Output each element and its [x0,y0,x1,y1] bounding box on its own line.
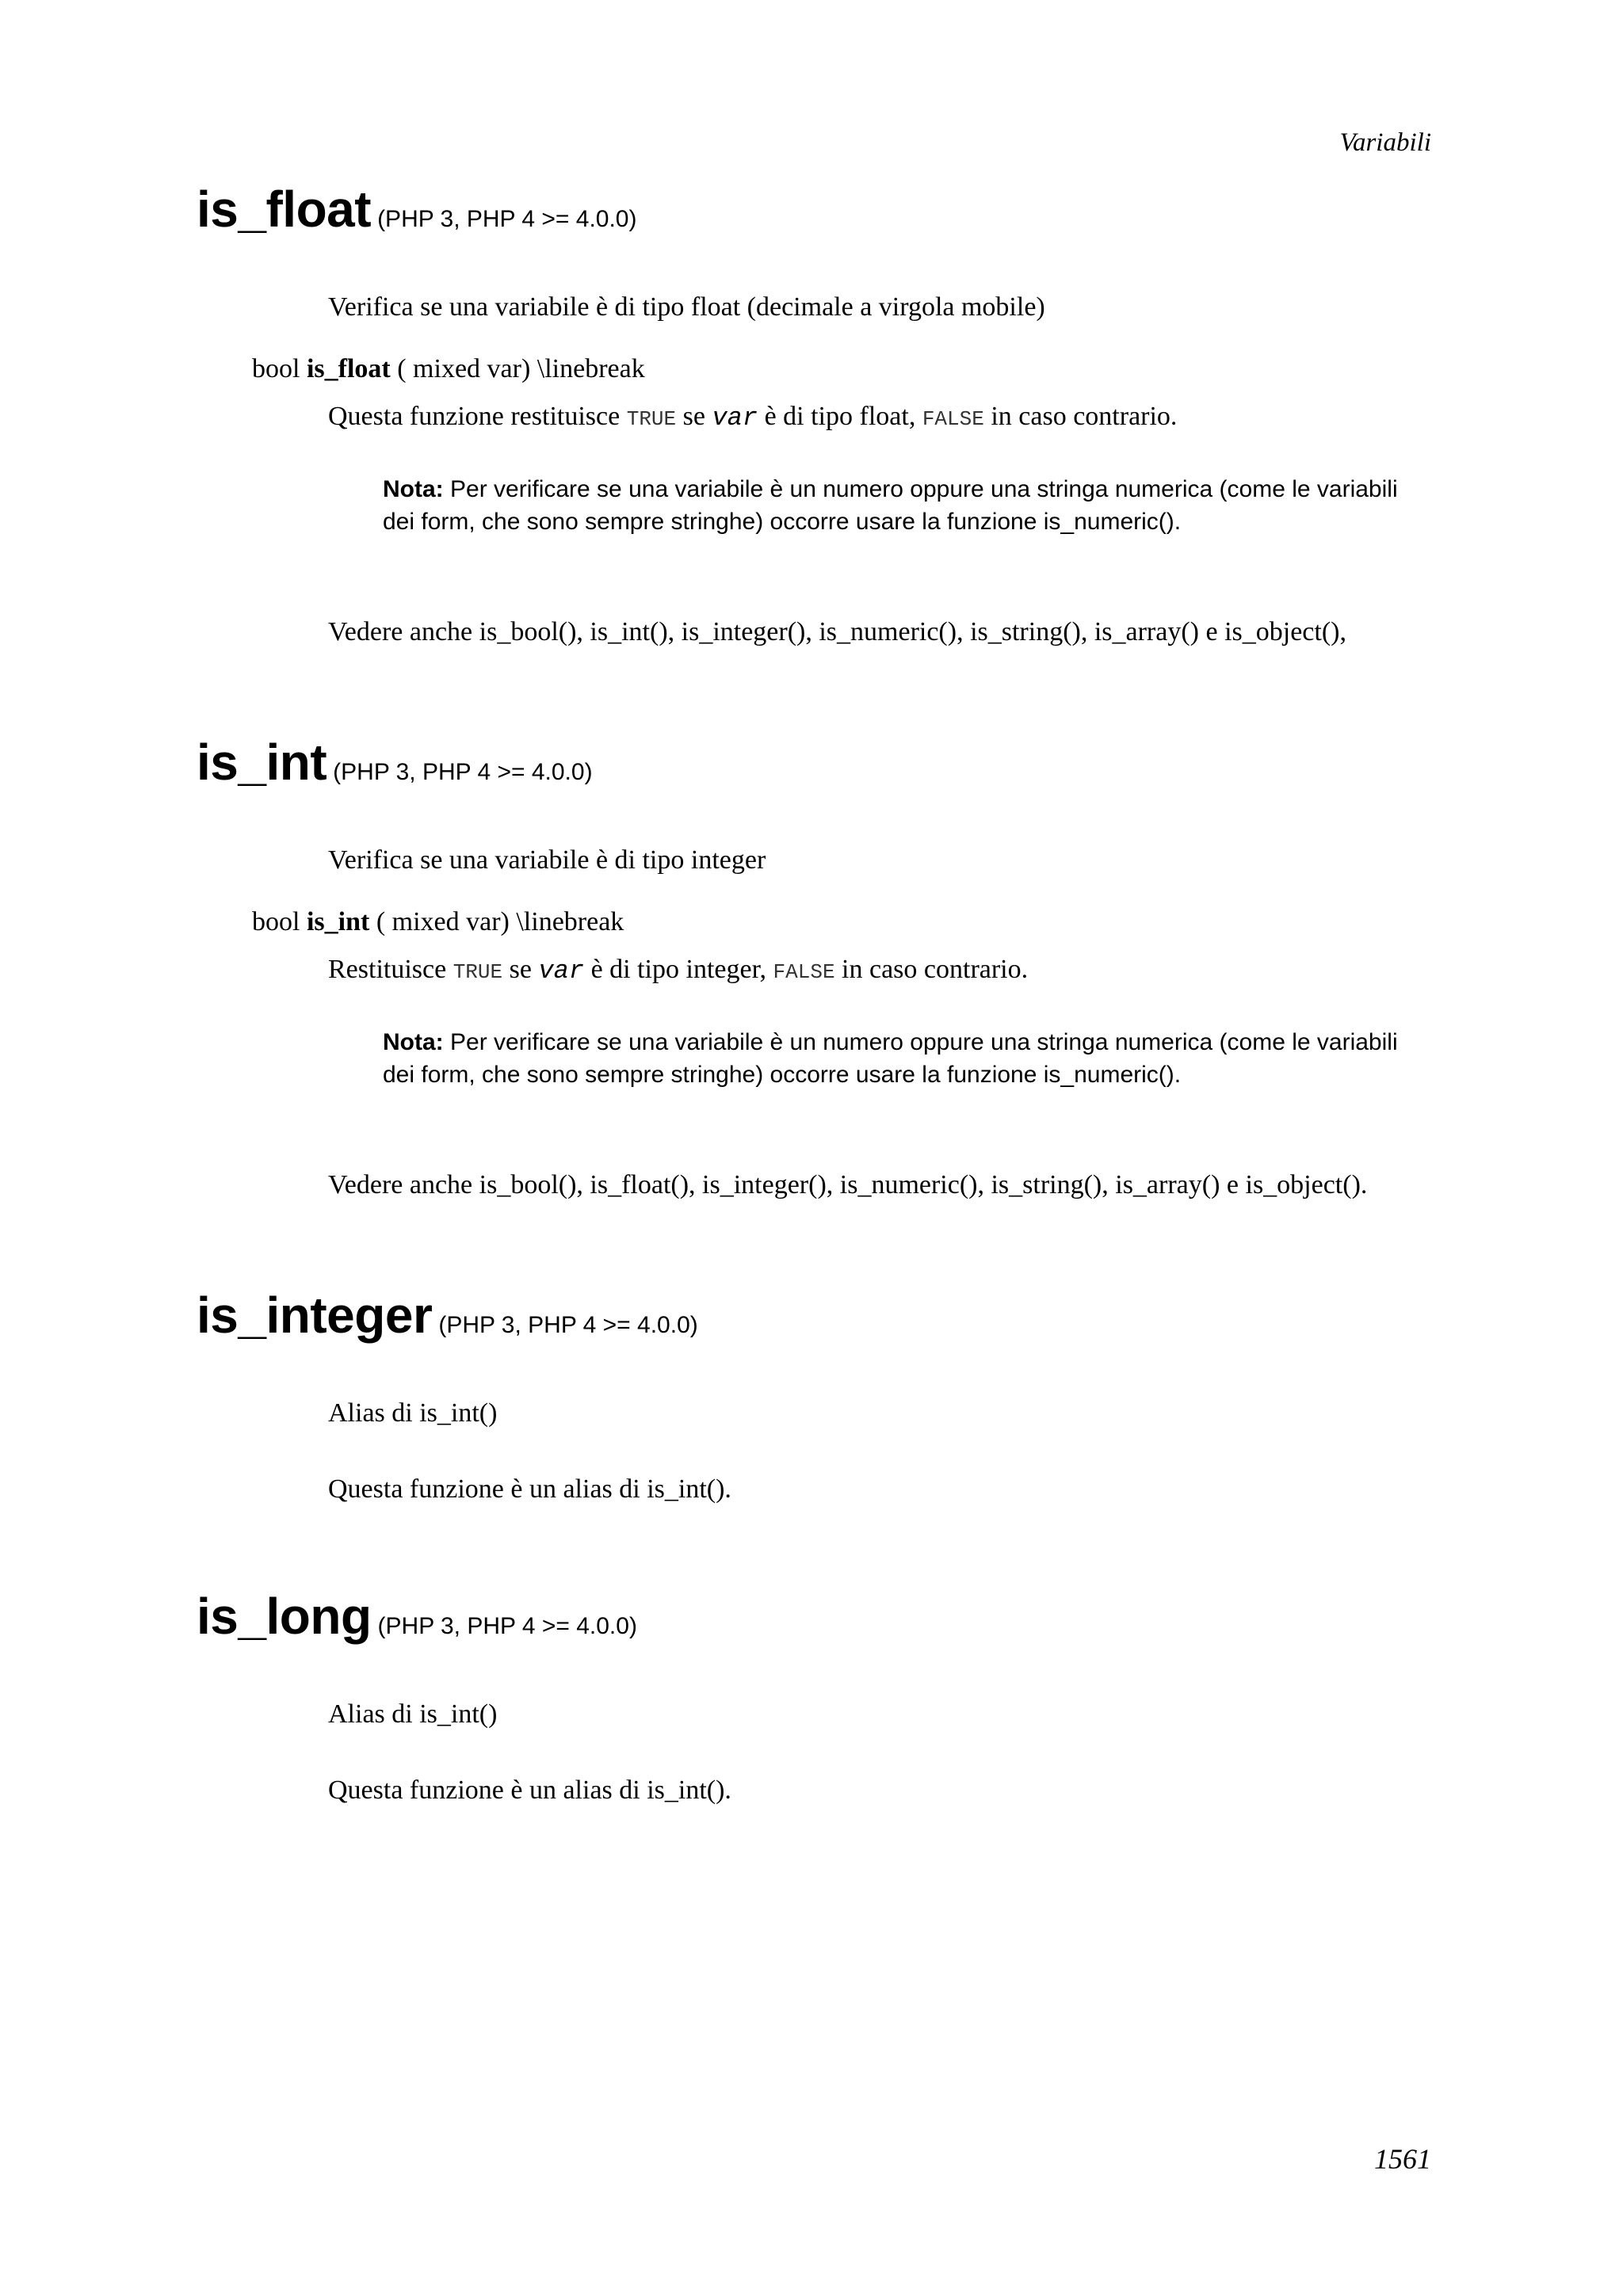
desc-text: Restituisce [328,955,447,984]
desc-text: Questa funzione restituisce [328,402,621,431]
description [328,401,1177,433]
purpose-line: Alias di is_int() [328,1398,498,1428]
desc-text: in caso contrario. [842,955,1029,984]
true-constant: TRUE [453,960,503,984]
desc-text: se [509,955,532,984]
desc-text: se [682,402,705,431]
purpose-line: Verifica se una variabile è di tipo integer [328,845,766,875]
note-text: Per verificare se una variabile è un numero oppure una stringa numerica (come le variabili dei form, che sono sempre stringhe) occorre usare la funzione is_numeric(). [383,476,1398,535]
function-name: is_long [197,1588,372,1645]
purpose-line: Alias di is_int() [328,1699,498,1729]
entry-title [197,734,593,791]
description [328,954,1028,986]
description: Questa funzione è un alias di is_int(). [328,1474,731,1504]
version-info: (PHP 3, PHP 4 >= 4.0.0) [377,1613,637,1639]
synopsis-function-name: is_float [306,354,391,383]
function-name: is_int [197,734,327,791]
page-number: 1561 [1374,2143,1431,2175]
return-type: bool [252,907,300,936]
entry-title [197,1588,637,1645]
see-also: Vedere anche is_bool(), is_float(), is_integer(), is_numeric(), is_string(), is_array() e is_object(). [328,1170,1368,1199]
note-text: Per verificare se una variabile è un numero oppure una stringa numerica (come le variabili dei form, che sono sempre stringhe) occorre usare la funzione is_numeric(). [383,1029,1398,1088]
desc-text: in caso contrario. [991,402,1178,431]
note-box [383,1026,1433,1091]
false-constant: FALSE [773,960,835,984]
version-info: (PHP 3, PHP 4 >= 4.0.0) [333,759,593,785]
desc-text: è di tipo float, [764,402,916,431]
entry-title [197,181,637,238]
purpose-line: Verifica se una variabile è di tipo float (decimale a virgola mobile) [328,292,1045,322]
function-synopsis [252,353,645,386]
true-constant: TRUE [626,407,677,431]
running-head: Variabili [1339,128,1431,157]
note-label: Nota: [383,476,444,502]
function-name: is_integer [197,1287,433,1344]
function-name: is_float [197,181,372,238]
var-parameter: var [538,956,585,986]
entry-title [197,1287,698,1344]
synopsis-function-name: is_int [306,907,370,936]
synopsis-params: ( mixed var) \linebreak [376,907,624,936]
function-synopsis [252,906,624,939]
return-type: bool [252,354,300,383]
note-box [383,473,1433,538]
false-constant: FALSE [922,407,984,431]
note-label: Nota: [383,1029,444,1055]
synopsis-params: ( mixed var) \linebreak [397,354,645,383]
version-info: (PHP 3, PHP 4 >= 4.0.0) [438,1312,698,1338]
desc-text: è di tipo integer, [590,955,767,984]
description: Questa funzione è un alias di is_int(). [328,1775,731,1805]
see-also: Vedere anche is_bool(), is_int(), is_integer(), is_numeric(), is_string(), is_array() e is_object(), [328,617,1346,646]
version-info: (PHP 3, PHP 4 >= 4.0.0) [377,206,637,232]
var-parameter: var [712,403,758,433]
